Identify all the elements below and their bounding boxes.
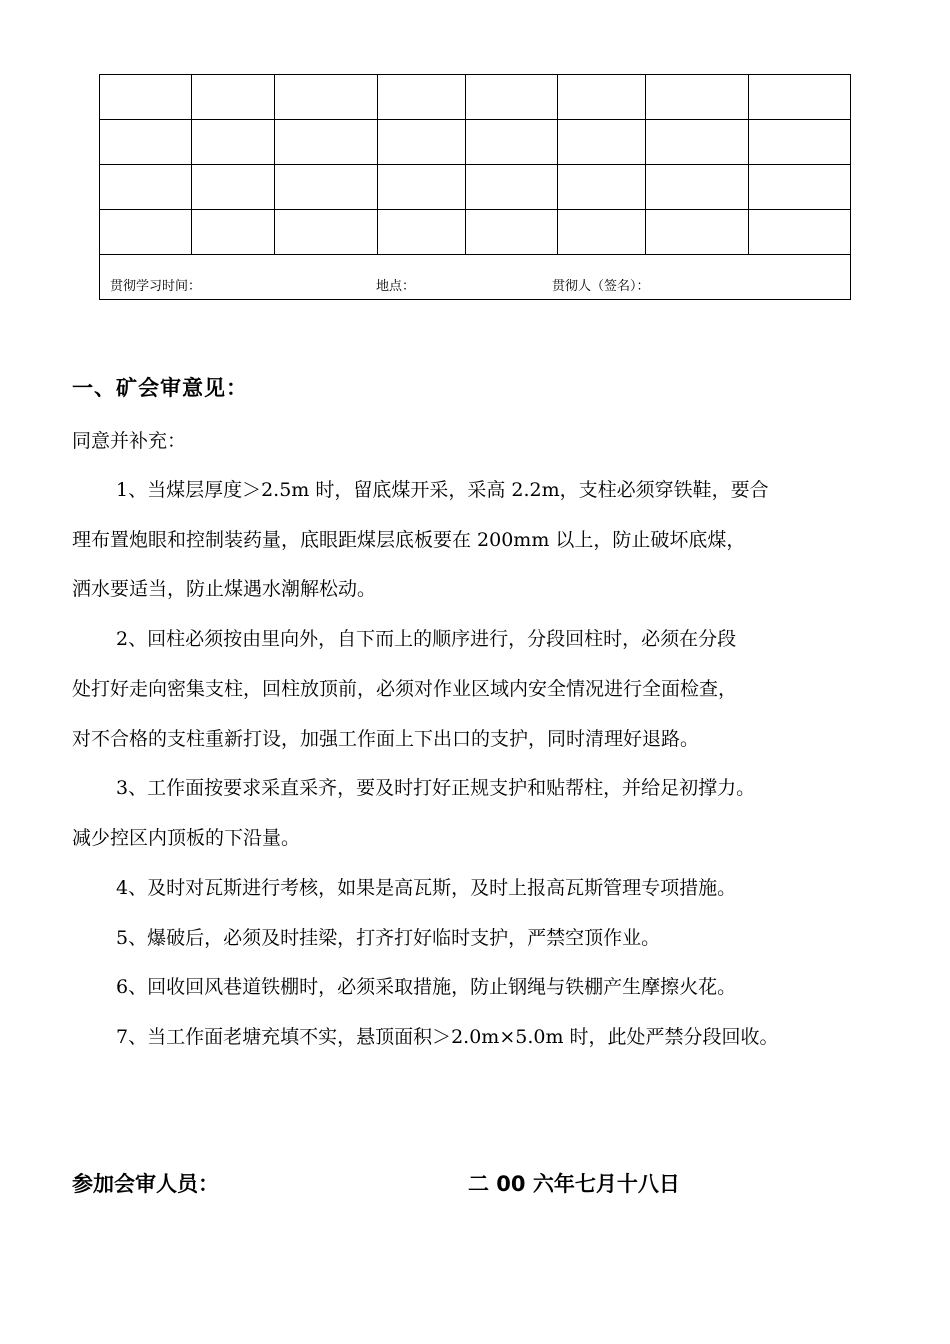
table-cell [558, 75, 646, 120]
table-row [100, 165, 851, 210]
paragraph-line: 3、工作面按要求采直采齐，要及时打好正规支护和贴帮柱，并给足初撑力。 [116, 777, 756, 799]
table-cell [378, 210, 466, 255]
table-cell [100, 75, 192, 120]
table-cell [100, 165, 192, 210]
paragraph-line: 4、及时对瓦斯进行考核，如果是高瓦斯，及时上报高瓦斯管理专项措施。 [116, 877, 737, 899]
table-cell [378, 120, 466, 165]
paragraph-line: 减少控区内顶板的下沿量。 [72, 827, 301, 849]
table-cell [749, 210, 851, 255]
table-cell [558, 120, 646, 165]
paragraph-line: 处打好走向密集支柱，回柱放顶前，必须对作业区域内安全情况进行全面检查， [72, 678, 738, 700]
table-cell [749, 75, 851, 120]
table-cell [646, 210, 749, 255]
table-cell [558, 210, 646, 255]
signer-label: 贯彻人（签名）： [552, 279, 650, 294]
table-cell [192, 75, 275, 120]
paragraph-line: 洒水要适当，防止煤遇水潮解松动。 [72, 578, 377, 600]
table-cell [275, 75, 378, 120]
table-cell [646, 165, 749, 210]
table-cell [466, 120, 558, 165]
table-cell [378, 165, 466, 210]
table-cell [100, 210, 192, 255]
study-time-label: 贯彻学习时间： [110, 279, 202, 294]
paragraph-line: 对不合格的支柱重新打设，加强工作面上下出口的支护，同时清理好退路。 [72, 728, 700, 750]
table-cell [749, 165, 851, 210]
table-cell [646, 120, 749, 165]
table-cell [646, 75, 749, 120]
paragraph-line: 理布置炮眼和控制装药量，底眼距煤层底板要在 200mm 以上，防止破坏底煤， [72, 529, 746, 551]
table-cell [275, 165, 378, 210]
paragraph-line: 2、回柱必须按由里向外，自下而上的顺序进行，分段回柱时，必须在分段 [116, 628, 737, 650]
paragraph-line: 5、爆破后，必须及时挂梁，打齐打好临时支护，严禁空顶作业。 [116, 927, 661, 949]
table-row [100, 210, 851, 255]
signature-cell [100, 255, 851, 300]
table-row [100, 120, 851, 165]
table-cell [192, 165, 275, 210]
place-label: 地点： [376, 279, 416, 294]
section-intro: 同意并补充： [72, 430, 187, 452]
table-cell [558, 165, 646, 210]
paragraph-line: 7、当工作面老塘充填不实，悬顶面积＞2.0m×5.0m 时，此处严禁分段回收。 [116, 1026, 779, 1048]
date-label: 二 00 六年七月十八日 [468, 1172, 680, 1196]
section-heading: 一、矿会审意见： [72, 376, 248, 400]
table-cell [466, 210, 558, 255]
table-cell [749, 120, 851, 165]
participants-label: 参加会审人员： [72, 1172, 219, 1196]
paragraph-line: 6、回收回风巷道铁棚时，必须采取措施，防止钢绳与铁棚产生摩擦火花。 [116, 976, 737, 998]
signature-row [100, 255, 851, 300]
table-cell [100, 120, 192, 165]
table-cell [192, 120, 275, 165]
table-cell [466, 75, 558, 120]
table-row [100, 75, 851, 120]
table-cell [275, 210, 378, 255]
paragraph-line: 1、当煤层厚度＞2.5m 时，留底煤开采，采高 2.2m，支柱必须穿铁鞋，要合 [116, 479, 769, 501]
table-cell [378, 75, 466, 120]
table-cell [192, 210, 275, 255]
table-cell [275, 120, 378, 165]
table-cell [466, 165, 558, 210]
signature-table [99, 74, 851, 300]
